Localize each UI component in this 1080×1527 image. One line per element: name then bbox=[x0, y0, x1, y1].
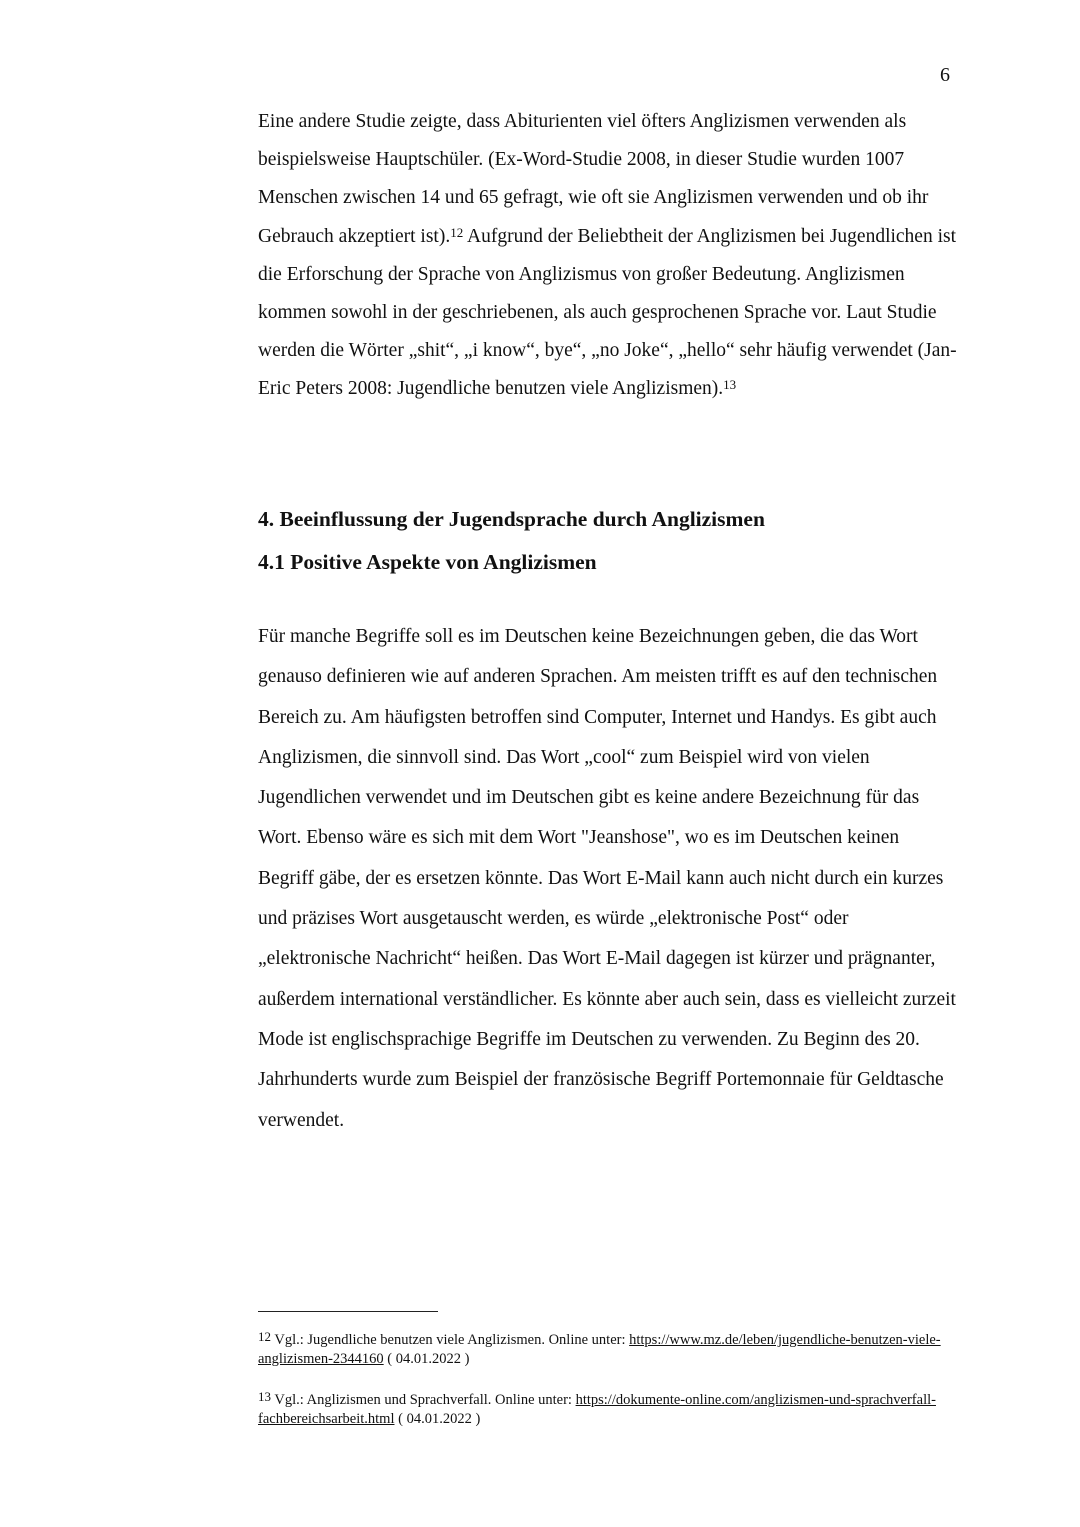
footnote-link[interactable]: https://www.mz.de/leben/jugendliche-benutzen-viele-anglizismen-2344160 bbox=[258, 1332, 941, 1367]
footnote-text: Vgl.: Anglizismen und Sprachverfall. Online unter: bbox=[271, 1392, 576, 1408]
footnote-link[interactable]: https://dokumente-online.com/anglizismen-und-sprachverfall-fachbereichsarbeit.html bbox=[258, 1392, 936, 1427]
footnote-ref-12[interactable]: 12 bbox=[450, 224, 464, 240]
footnote-text: Vgl.: Jugendliche benutzen viele Anglizismen. Online unter: bbox=[271, 1332, 630, 1348]
paragraph-text: Aufgrund der Beliebtheit der Anglizismen bei Jugendlichen ist die Erforschung der Sprache von Anglizismus von großer Bedeutung. Anglizismen kommen sowohl in der geschriebenen, als auch gesprochenen Sprache vor. Laut Studie werden die Wörter „shit“, „i know“, bye“, „no Joke“, „hello“ sehr häufig verwendet (Jan-Eric Peters 2008: Jugendliche benutzen viele Anglizismen). bbox=[258, 225, 957, 400]
footnote-ref-13[interactable]: 13 bbox=[723, 377, 737, 393]
body-paragraph-study bbox=[258, 103, 958, 409]
footnote-date: ( 04.01.2022 ) bbox=[383, 1351, 470, 1367]
footnote-number: 12 bbox=[258, 1329, 271, 1344]
footnote-number: 13 bbox=[258, 1389, 271, 1404]
footnote-13 bbox=[258, 1387, 948, 1429]
body-paragraph-positive-aspects: Für manche Begriffe soll es im Deutschen keine Bezeichnungen geben, die das Wort genauso definieren wie auf anderen Sprachen. Am meisten trifft es auf den technischen Bereich zu. Am häufigsten betroffen sind Computer, Internet und Handys. Es gibt auch Anglizismen, die sinnvoll sind. Das Wort „cool“ zum Beispiel wird von vielen Jugendlichen verwendet und im Deutschen gibt es keine andere Bezeichnung für das Wort. Ebenso wäre es sich mit dem Wort "Jeanshose", wo es im Deutschen keinen Begriff gäbe, der es ersetzen könnte. Das Wort E-Mail kann auch nicht durch ein kurzes und präzises Wort ausgetauscht werden, es würde „elektronische Post“ oder „elektronische Nachricht“ heißen. Das Wort E-Mail dagegen ist kürzer und prägnanter, außerdem international verständlicher. Es könnte aber auch sein, dass es vielleicht zurzeit Mode ist englischsprachige Begriffe im Deutschen zu verwenden. Zu Beginn des 20. Jahrhunderts wurde zum Beispiel der französische Begriff Portemonnaie für Geldtasche verwendet. bbox=[258, 626, 956, 1131]
footnote-separator bbox=[258, 1311, 438, 1312]
footnote-date: ( 04.01.2022 ) bbox=[394, 1411, 481, 1427]
paragraph-text: Eine andere Studie zeigte, dass Abiturienten viel öfters Anglizismen verwenden als beispielsweise Hauptschüler. (Ex-Word-Studie 2008, in dieser Studie wurden 1007 Menschen zwischen 14 und 65 gefragt, wie oft sie Anglizismen verwenden und ob ihr Gebrauch akzeptiert ist). bbox=[258, 111, 929, 247]
footnote-12 bbox=[258, 1327, 948, 1369]
page-number: 6 bbox=[940, 64, 950, 86]
section-heading: 4. Beeinflussung der Jugendsprache durch Anglizismen bbox=[258, 507, 765, 531]
subsection-heading: 4.1 Positive Aspekte von Anglizismen bbox=[258, 550, 597, 574]
